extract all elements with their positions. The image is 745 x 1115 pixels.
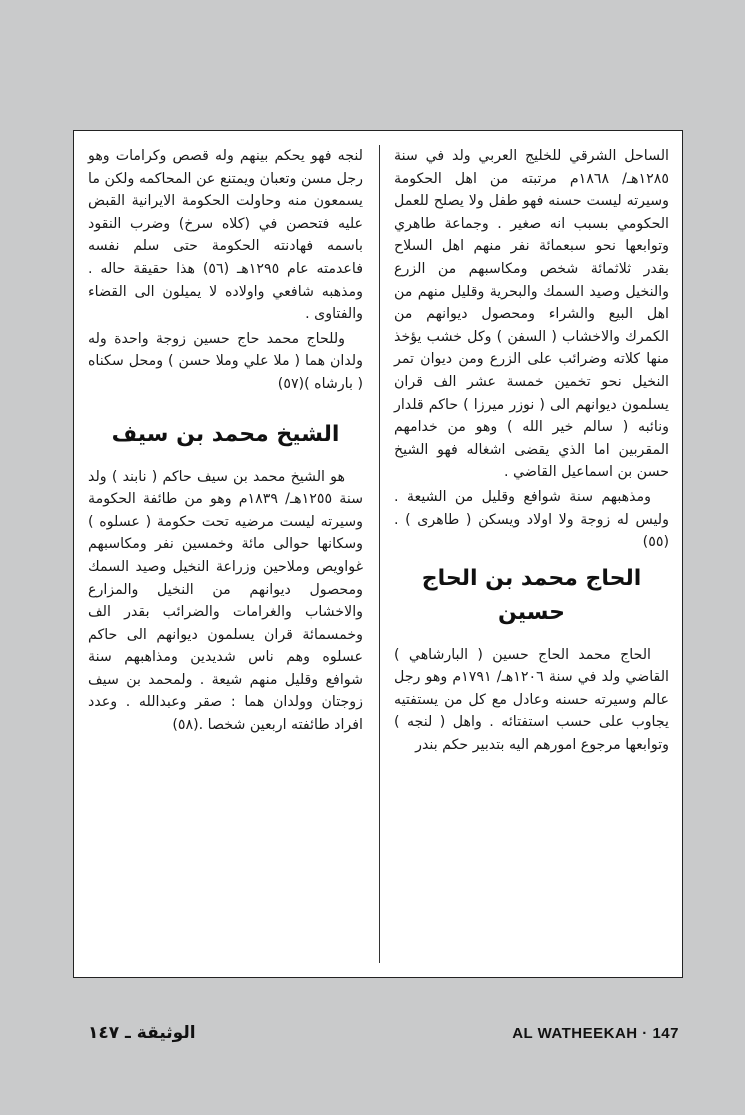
arabic-page-folio: الوثيقة ـ ١٤٧	[88, 1023, 196, 1043]
left-para-1: لنجه فهو يحكم بينهم وله قصص وكرامات وهو رجل مسن وتعبان ويمتنع عن المحاكمه ولكن ما يسمعون منه وحاولت الحكومة الايرانية القبض عليه فتحصن في (كلاه سرخ) وضرب النقود باسمه فهادنته الحكومة حتى سلم نفسه فاعدمته عام ١٢٩٥هـ (٥٦) هذا حقيقة حاله . ومذهبه شافعي واولاده لا يميلون الى القضاء والفتاوى .	[88, 148, 363, 323]
right-para-3: الحاج محمد الحاج حسين ( البارشاهي ) القاضي ولد في سنة ١٢٠٦هـ/ ١٧٩١م وهو رجل عالم وسيرته حسنه وعادل مع كل من يستفتيه يجاوب على حسب استفتائه . واهل ( لنجه ) وتوابعها مرجوع امورهم اليه بتدبير حكم بندر	[394, 646, 669, 754]
column-divider	[379, 145, 380, 963]
right-para-1: الساحل الشرقي للخليج العربي ولد في سنة ١٢٨٥هـ/ ١٨٦٨م مرتبته من اهل الحكومة وسيرته ليست حسنه فهو طفل ولا يصلح للعمل الحكومي بسبب انه صغير . وجماعة طاهري وتوابعها نحو سبعمائة نفر منهم اهل السلاح بقدر ثلاثمائة شخص ومكاسبهم من الزرع والنخيل وصيد السمك والبحرية وقليل منهم من اهل البيع والشراء ومحصول ديوانهم من الكمرك والاخشاب ( السفن ) وكل خشب يؤخذ منها كلاته وضرائب على الزرع ومن ديوان تمر النخيل نحو تخمين خمسة عشر الف قران يسلمون ديوانهم الى ( نوزر ميرزا ) حاكم قلدار ونائبه ( سالم خير الله ) وهو من خدامهم المقربين اما الذي يقضى اشغاله فهو الشيخ حسن بن اسماعيل القاضي .	[394, 148, 669, 481]
page-frame	[73, 130, 683, 978]
right-para-2: ومذهبهم سنة شوافع وقليل من الشيعة . وليس له زوجة ولا اولاد ويسكن ( طاهرى ) .(٥٥)	[394, 488, 669, 551]
right-column	[394, 145, 669, 759]
left-para-2: وللحاج محمد حاج حسين زوجة واحدة وله ولدان هما ( ملا علي وملا حسن ) ومحل سكناه ( بارشاه )(٥٧)	[88, 330, 363, 392]
latin-page-folio: AL WATHEEKAH · 147	[512, 1025, 679, 1042]
section-heading-sheikh-muhammad: الشيخ محمد بن سيف	[111, 421, 340, 447]
left-column	[88, 145, 363, 739]
left-para-3: هو الشيخ محمد بن سيف حاكم ( نابند ) ولد سنة ١٢٥٥هـ/ ١٨٣٩م وهو من طائفة الحكومة وسيرته ليست مرضيه تحت حكومة ( عسلوه ) وسكانها حوالى مائة وخمسين نفر ومكاسبهم غواويص وملاحين وزراعة النخيل وصيد السمك ومحصول ديوانهم من النخيل والمزارع والاخشاب والغرامات والضرائب بقدر الف وخمسمائة قران يسلمون ديوانهم الى حاكم عسلوه وهم ناس شديدين ومذاهبهم سنة شوافع وقليل منهم شيعة . ولمحمد بن سيف زوجتان وولدان هما : صقر وعبدالله . وعدد افراد طائفته اربعين شخصا .(٥٨)	[88, 468, 363, 734]
section-heading-haj-muhammad: الحاج محمد بن الحاج حسين	[421, 565, 642, 625]
